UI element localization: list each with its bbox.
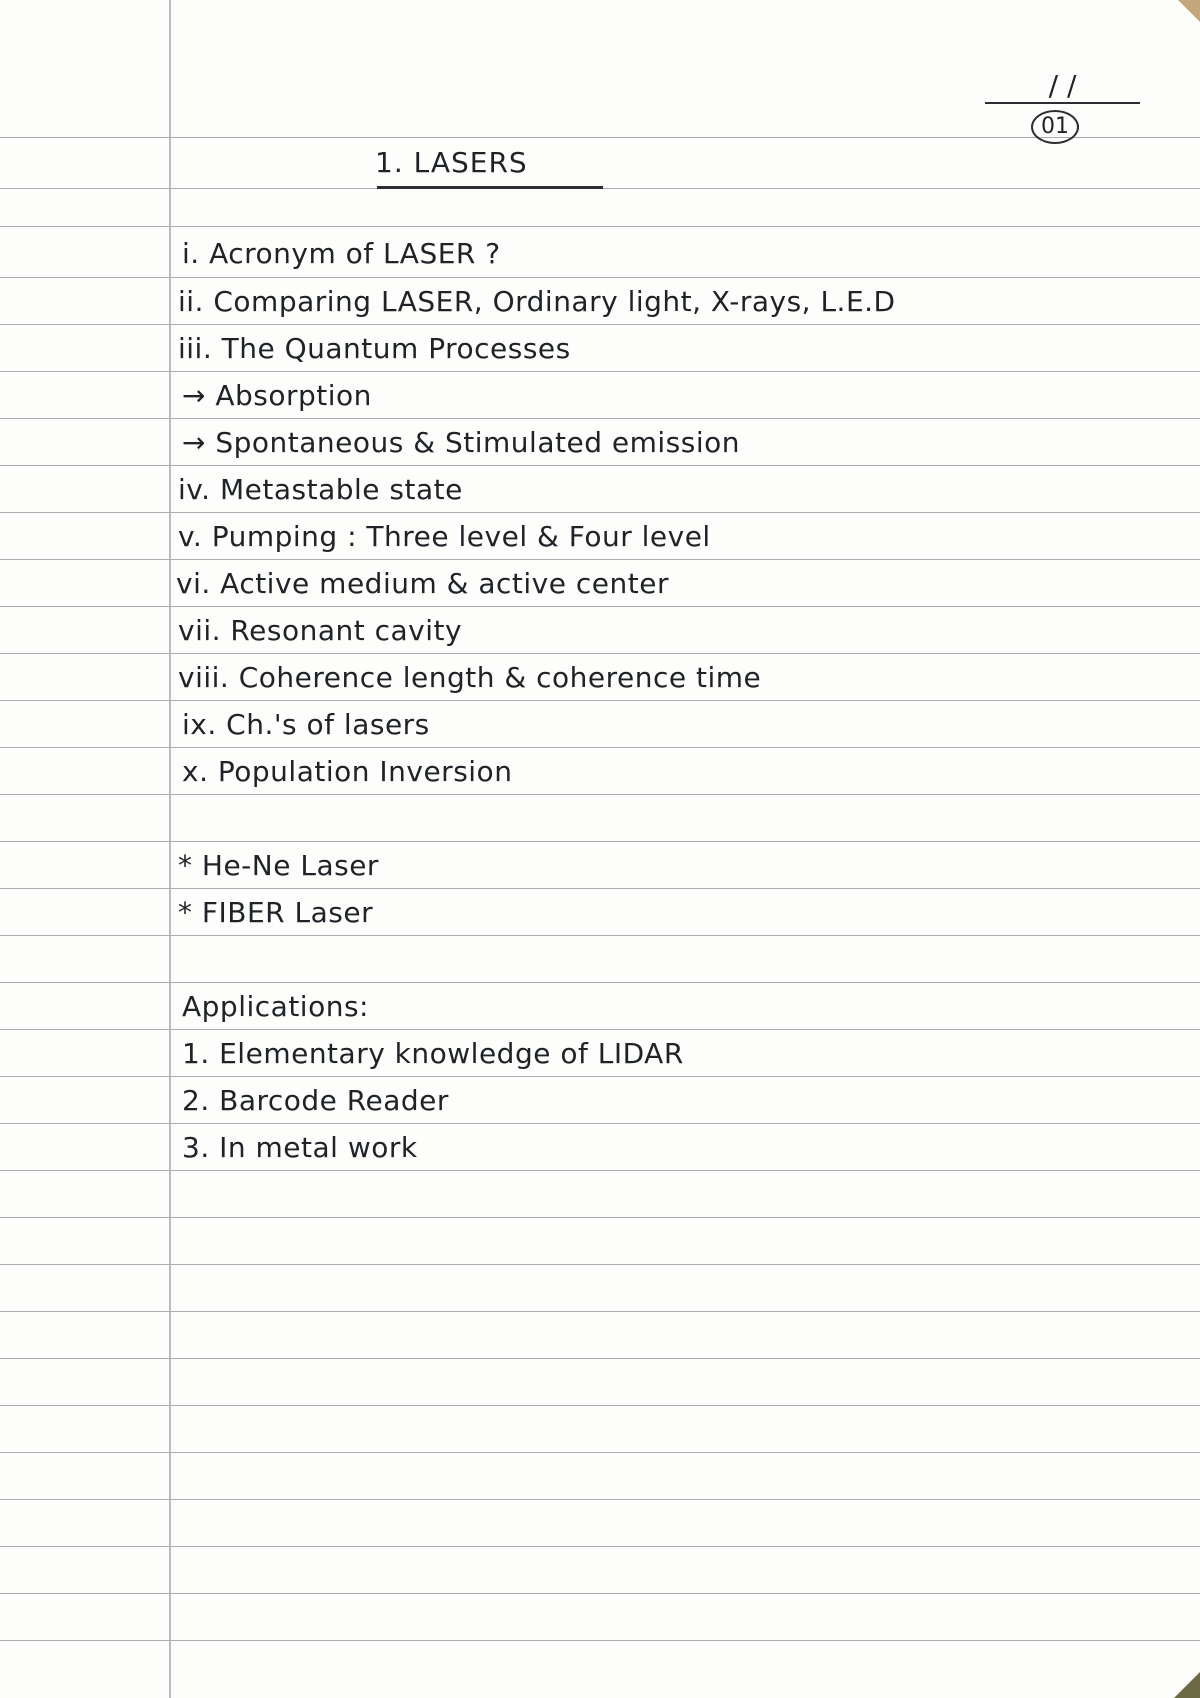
ruled-line xyxy=(0,1311,1200,1312)
ruled-line xyxy=(0,465,1200,466)
topic-item: i. Acronym of LASER ? xyxy=(182,237,501,270)
topic-item: iv. Metastable state xyxy=(178,473,463,506)
application-item: 3. In metal work xyxy=(182,1131,418,1164)
ruled-line xyxy=(0,512,1200,513)
page-corner-bottom xyxy=(1174,1672,1200,1698)
ruled-line xyxy=(0,653,1200,654)
ruled-line xyxy=(0,1593,1200,1594)
applications-heading: Applications: xyxy=(182,990,369,1023)
ruled-line xyxy=(0,1640,1200,1641)
topic-subitem: → Spontaneous & Stimulated emission xyxy=(182,426,740,459)
topic-item: ii. Comparing LASER, Ordinary light, X-rays, L.E.D xyxy=(178,285,896,318)
ruled-line xyxy=(0,935,1200,936)
topic-item: ix. Ch.'s of lasers xyxy=(182,708,430,741)
ruled-line xyxy=(0,747,1200,748)
ruled-line xyxy=(0,841,1200,842)
ruled-line xyxy=(0,1546,1200,1547)
ruled-line xyxy=(0,1217,1200,1218)
ruled-line xyxy=(0,137,1200,138)
title-underline xyxy=(377,186,603,189)
ruled-line xyxy=(0,1123,1200,1124)
topic-item: x. Population Inversion xyxy=(182,755,513,788)
topic-item: vi. Active medium & active center xyxy=(176,567,669,600)
ruled-line xyxy=(0,1170,1200,1171)
application-item: 2. Barcode Reader xyxy=(182,1084,449,1117)
topic-item: vii. Resonant cavity xyxy=(178,614,463,647)
page-title: 1. LASERS xyxy=(375,146,528,179)
ruled-line xyxy=(0,324,1200,325)
ruled-line xyxy=(0,888,1200,889)
topic-item: viii. Coherence length & coherence time xyxy=(178,661,762,694)
laser-type-item: * FIBER Laser xyxy=(178,896,374,929)
topic-item: iii. The Quantum Processes xyxy=(178,332,571,365)
ruled-line xyxy=(0,982,1200,983)
topic-item: v. Pumping : Three level & Four level xyxy=(178,520,711,553)
topic-subitem: → Absorption xyxy=(182,379,372,412)
ruled-line xyxy=(0,1264,1200,1265)
ruled-line xyxy=(0,1499,1200,1500)
ruled-line xyxy=(0,559,1200,560)
margin-line xyxy=(169,0,171,1698)
ruled-line xyxy=(0,606,1200,607)
ruled-line xyxy=(0,371,1200,372)
ruled-line xyxy=(0,277,1200,278)
page-number: 01 xyxy=(1031,110,1079,144)
ruled-line xyxy=(0,1452,1200,1453)
ruled-line xyxy=(0,794,1200,795)
ruled-line xyxy=(0,1358,1200,1359)
page-corner-top xyxy=(1178,0,1200,22)
ruled-line xyxy=(0,418,1200,419)
ruled-line xyxy=(0,1029,1200,1030)
laser-type-item: * He-Ne Laser xyxy=(178,849,379,882)
application-item: 1. Elementary knowledge of LIDAR xyxy=(182,1037,684,1070)
date-field: / / xyxy=(985,70,1140,104)
ruled-line xyxy=(0,226,1200,227)
ruled-line xyxy=(0,1405,1200,1406)
ruled-line xyxy=(0,1076,1200,1077)
ruled-line xyxy=(0,700,1200,701)
